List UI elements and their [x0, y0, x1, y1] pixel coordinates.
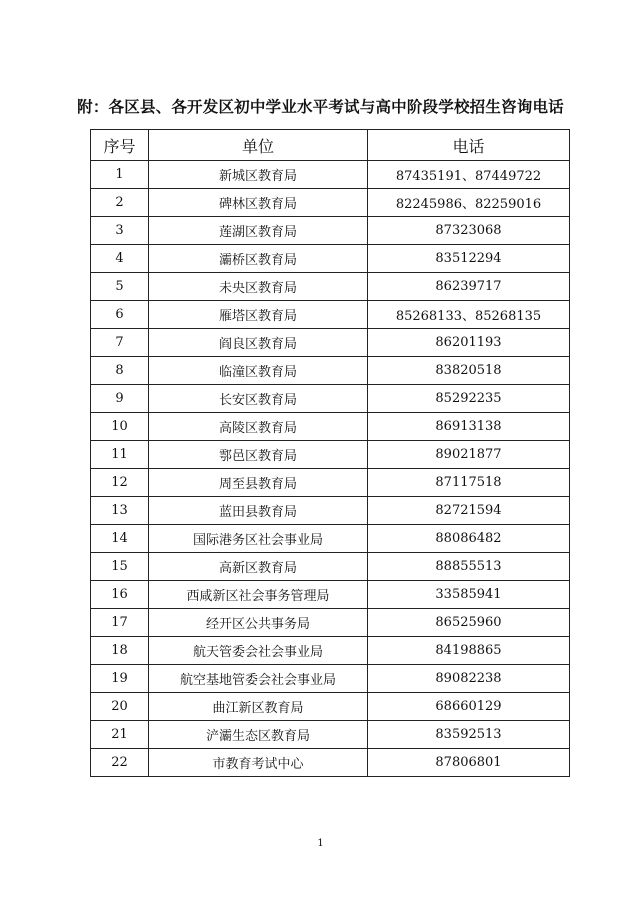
row-phone: 86913138 [368, 413, 570, 441]
row-index: 19 [91, 665, 149, 693]
row-phone: 89082238 [368, 665, 570, 693]
table-row [91, 161, 570, 189]
row-index: 3 [91, 217, 149, 245]
row-unit: 航天管委会社会事业局 [149, 637, 368, 665]
table-row [91, 189, 570, 217]
table-row [91, 581, 570, 609]
row-phone: 83512294 [368, 245, 570, 273]
row-index: 1 [91, 161, 149, 189]
row-unit: 西咸新区社会事务管理局 [149, 581, 368, 609]
row-unit: 莲湖区教育局 [149, 217, 368, 245]
row-index: 21 [91, 721, 149, 749]
row-unit: 国际港务区社会事业局 [149, 525, 368, 553]
table-row [91, 497, 570, 525]
table-row [91, 385, 570, 413]
row-phone: 83820518 [368, 357, 570, 385]
table-row [91, 273, 570, 301]
row-index: 20 [91, 693, 149, 721]
header-unit: 单位 [149, 130, 368, 161]
row-index: 4 [91, 245, 149, 273]
row-phone: 83592513 [368, 721, 570, 749]
table-header-row [91, 130, 570, 161]
table-row [91, 749, 570, 777]
row-unit: 未央区教育局 [149, 273, 368, 301]
table-row [91, 301, 570, 329]
table-body [91, 161, 570, 777]
row-phone: 33585941 [368, 581, 570, 609]
row-index: 15 [91, 553, 149, 581]
page-number: 1 [317, 838, 324, 849]
row-index: 16 [91, 581, 149, 609]
header-index: 序号 [91, 130, 149, 161]
row-phone: 85268133、85268135 [368, 301, 570, 329]
row-unit: 雁塔区教育局 [149, 301, 368, 329]
row-unit: 长安区教育局 [149, 385, 368, 413]
table-row [91, 525, 570, 553]
table-row [91, 217, 570, 245]
row-phone: 87435191、87449722 [368, 161, 570, 189]
row-phone: 85292235 [368, 385, 570, 413]
document-title: 附：各区县、各开发区初中学业水平考试与高中阶段学校招生咨询电话 [77, 98, 564, 116]
row-unit: 高新区教育局 [149, 553, 368, 581]
row-unit: 临潼区教育局 [149, 357, 368, 385]
row-index: 5 [91, 273, 149, 301]
table-row [91, 693, 570, 721]
row-phone: 82721594 [368, 497, 570, 525]
table-row [91, 413, 570, 441]
row-index: 11 [91, 441, 149, 469]
row-phone: 86525960 [368, 609, 570, 637]
row-unit: 鄠邑区教育局 [149, 441, 368, 469]
row-index: 6 [91, 301, 149, 329]
row-index: 14 [91, 525, 149, 553]
row-unit: 经开区公共事务局 [149, 609, 368, 637]
contact-table [90, 129, 570, 777]
row-phone: 87806801 [368, 749, 570, 777]
table-row [91, 441, 570, 469]
row-index: 8 [91, 357, 149, 385]
row-unit: 阎良区教育局 [149, 329, 368, 357]
row-index: 22 [91, 749, 149, 777]
row-phone: 84198865 [368, 637, 570, 665]
table-row [91, 329, 570, 357]
table-row [91, 357, 570, 385]
row-index: 2 [91, 189, 149, 217]
row-phone: 68660129 [368, 693, 570, 721]
row-index: 10 [91, 413, 149, 441]
row-phone: 87323068 [368, 217, 570, 245]
row-phone: 82245986、82259016 [368, 189, 570, 217]
row-unit: 浐灞生态区教育局 [149, 721, 368, 749]
row-phone: 89021877 [368, 441, 570, 469]
table-row [91, 637, 570, 665]
row-phone: 88855513 [368, 553, 570, 581]
row-phone: 86239717 [368, 273, 570, 301]
row-index: 13 [91, 497, 149, 525]
row-phone: 88086482 [368, 525, 570, 553]
table-row [91, 609, 570, 637]
row-index: 12 [91, 469, 149, 497]
row-unit: 高陵区教育局 [149, 413, 368, 441]
row-unit: 灞桥区教育局 [149, 245, 368, 273]
row-unit: 曲江新区教育局 [149, 693, 368, 721]
row-index: 7 [91, 329, 149, 357]
row-unit: 新城区教育局 [149, 161, 368, 189]
row-unit: 周至县教育局 [149, 469, 368, 497]
row-phone: 86201193 [368, 329, 570, 357]
row-unit: 碑林区教育局 [149, 189, 368, 217]
header-phone: 电话 [368, 130, 570, 161]
row-unit: 航空基地管委会社会事业局 [149, 665, 368, 693]
table-row [91, 665, 570, 693]
row-index: 18 [91, 637, 149, 665]
table-row [91, 245, 570, 273]
row-unit: 市教育考试中心 [149, 749, 368, 777]
table-row [91, 721, 570, 749]
row-unit: 蓝田县教育局 [149, 497, 368, 525]
row-phone: 87117518 [368, 469, 570, 497]
table-row [91, 553, 570, 581]
row-index: 17 [91, 609, 149, 637]
table-row [91, 469, 570, 497]
row-index: 9 [91, 385, 149, 413]
